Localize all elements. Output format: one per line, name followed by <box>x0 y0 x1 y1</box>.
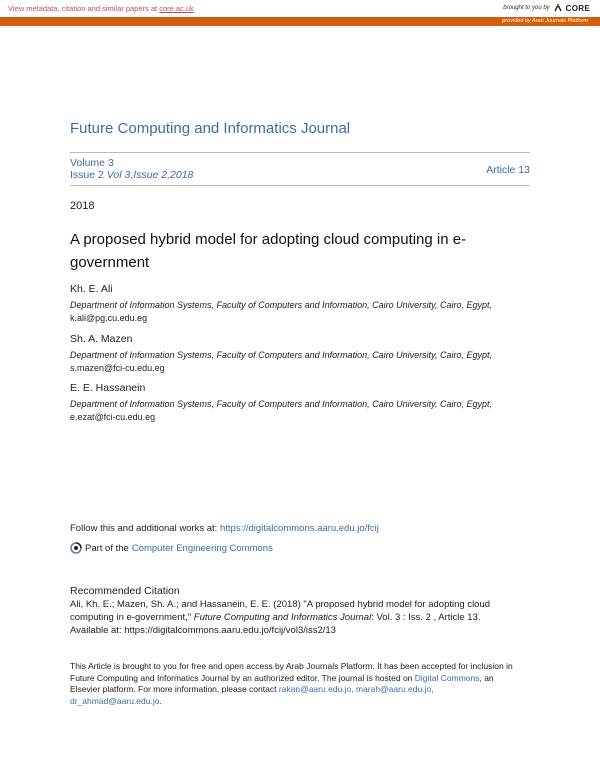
contact-emails-link[interactable]: rakan@aaru.edu.jo, marah@aaru.edu.jo, dr_ahmad@aaru.edu.jo <box>70 684 434 706</box>
access-note-text: This Article is brought to you for free and open access by Arab Journals Platform. It has been accepted for inclusion in Future Computing and Informatics Journal by an authorized editor. The journal is hosted on <box>70 661 513 683</box>
issue-line[interactable] <box>70 169 193 181</box>
access-note-text-2: , an Elsevier platform. For more information, please contact <box>70 672 494 694</box>
digital-commons-link[interactable]: Digital Commons <box>414 672 480 683</box>
article-number[interactable]: Article 13 <box>486 164 530 176</box>
publication-year: 2018 <box>70 200 95 212</box>
author-block <box>70 283 540 325</box>
author-email: k.ali@pg.cu.edu.eg <box>70 313 148 323</box>
article-title: A proposed hybrid model for adopting cloud computing in e-government <box>70 231 467 271</box>
author-name: E. E. Hassanein <box>70 382 146 394</box>
core-ac-uk-link[interactable]: core.ac.uk <box>159 4 194 13</box>
provider-bar <box>0 17 600 26</box>
view-metadata-link[interactable] <box>8 4 194 13</box>
top-bar <box>0 0 600 16</box>
part-of-line <box>70 542 273 554</box>
divider <box>70 152 530 153</box>
author-email: e.ezat@fci-cu.edu.eg <box>70 412 156 422</box>
view-metadata-text: View metadata, citation and similar papers at <box>8 4 160 13</box>
author-name: Kh. E. Ali <box>70 283 113 295</box>
volume-link[interactable]: Volume 3 <box>70 157 114 169</box>
author-affiliation: Department of Information Systems, Faculty of Computers and Information, Cairo University, Cairo, Egypt, <box>70 300 492 310</box>
author-block <box>70 382 540 424</box>
volume-issue <box>70 157 193 181</box>
follow-url-link[interactable]: https://digitalcommons.aaru.edu.jo/fcij <box>219 523 379 534</box>
part-of-text: Part of the <box>85 542 129 554</box>
citation-available[interactable]: Available at: https://digitalcommons.aaru.edu.jo/fcij/vol3/iss2/13 <box>70 625 336 636</box>
issue-italic: Vol 3,Issue 2,2018 <box>106 169 194 181</box>
issue-plain: Issue 2 <box>70 169 107 181</box>
citation-volume: : Vol. 3 : Iss. 2 , Article 13. <box>371 612 481 623</box>
follow-text: Follow this and additional works at: <box>70 523 220 534</box>
core-label: CORE <box>565 3 590 13</box>
recommended-citation-heading: Recommended Citation <box>70 585 180 597</box>
provided-by-text: provided by Arab Journals Platform <box>502 18 588 24</box>
network-icon <box>70 542 82 554</box>
author-email: s.mazen@fci-cu.edu.eg <box>70 363 165 373</box>
core-logo-icon <box>553 3 563 13</box>
computer-engineering-commons-link[interactable]: Computer Engineering Commons <box>131 542 273 554</box>
author-affiliation: Department of Information Systems, Faculty of Computers and Information, Cairo University, Cairo, Egypt, <box>70 399 492 409</box>
divider <box>70 185 530 186</box>
access-note <box>70 661 520 707</box>
core-badge[interactable] <box>503 3 590 13</box>
brought-to-you-text: brought to you by <box>503 5 550 11</box>
citation-authors: Ali, Kh. E.; Mazen, Sh. A.; and Hassanein, E. E. (2018) "A proposed hybrid model for adopting cloud computing in e-government," <box>70 599 491 623</box>
journal-title[interactable]: Future Computing and Informatics Journal <box>70 120 351 137</box>
recommended-citation-body <box>70 598 520 637</box>
author-name: Sh. A. Mazen <box>70 333 133 345</box>
citation-journal: Future Computing and Informatics Journal <box>193 612 372 623</box>
follow-line <box>70 523 379 534</box>
access-note-end: . <box>159 695 162 706</box>
author-block <box>70 333 540 375</box>
author-affiliation: Department of Information Systems, Faculty of Computers and Information, Cairo University, Cairo, Egypt, <box>70 350 492 360</box>
